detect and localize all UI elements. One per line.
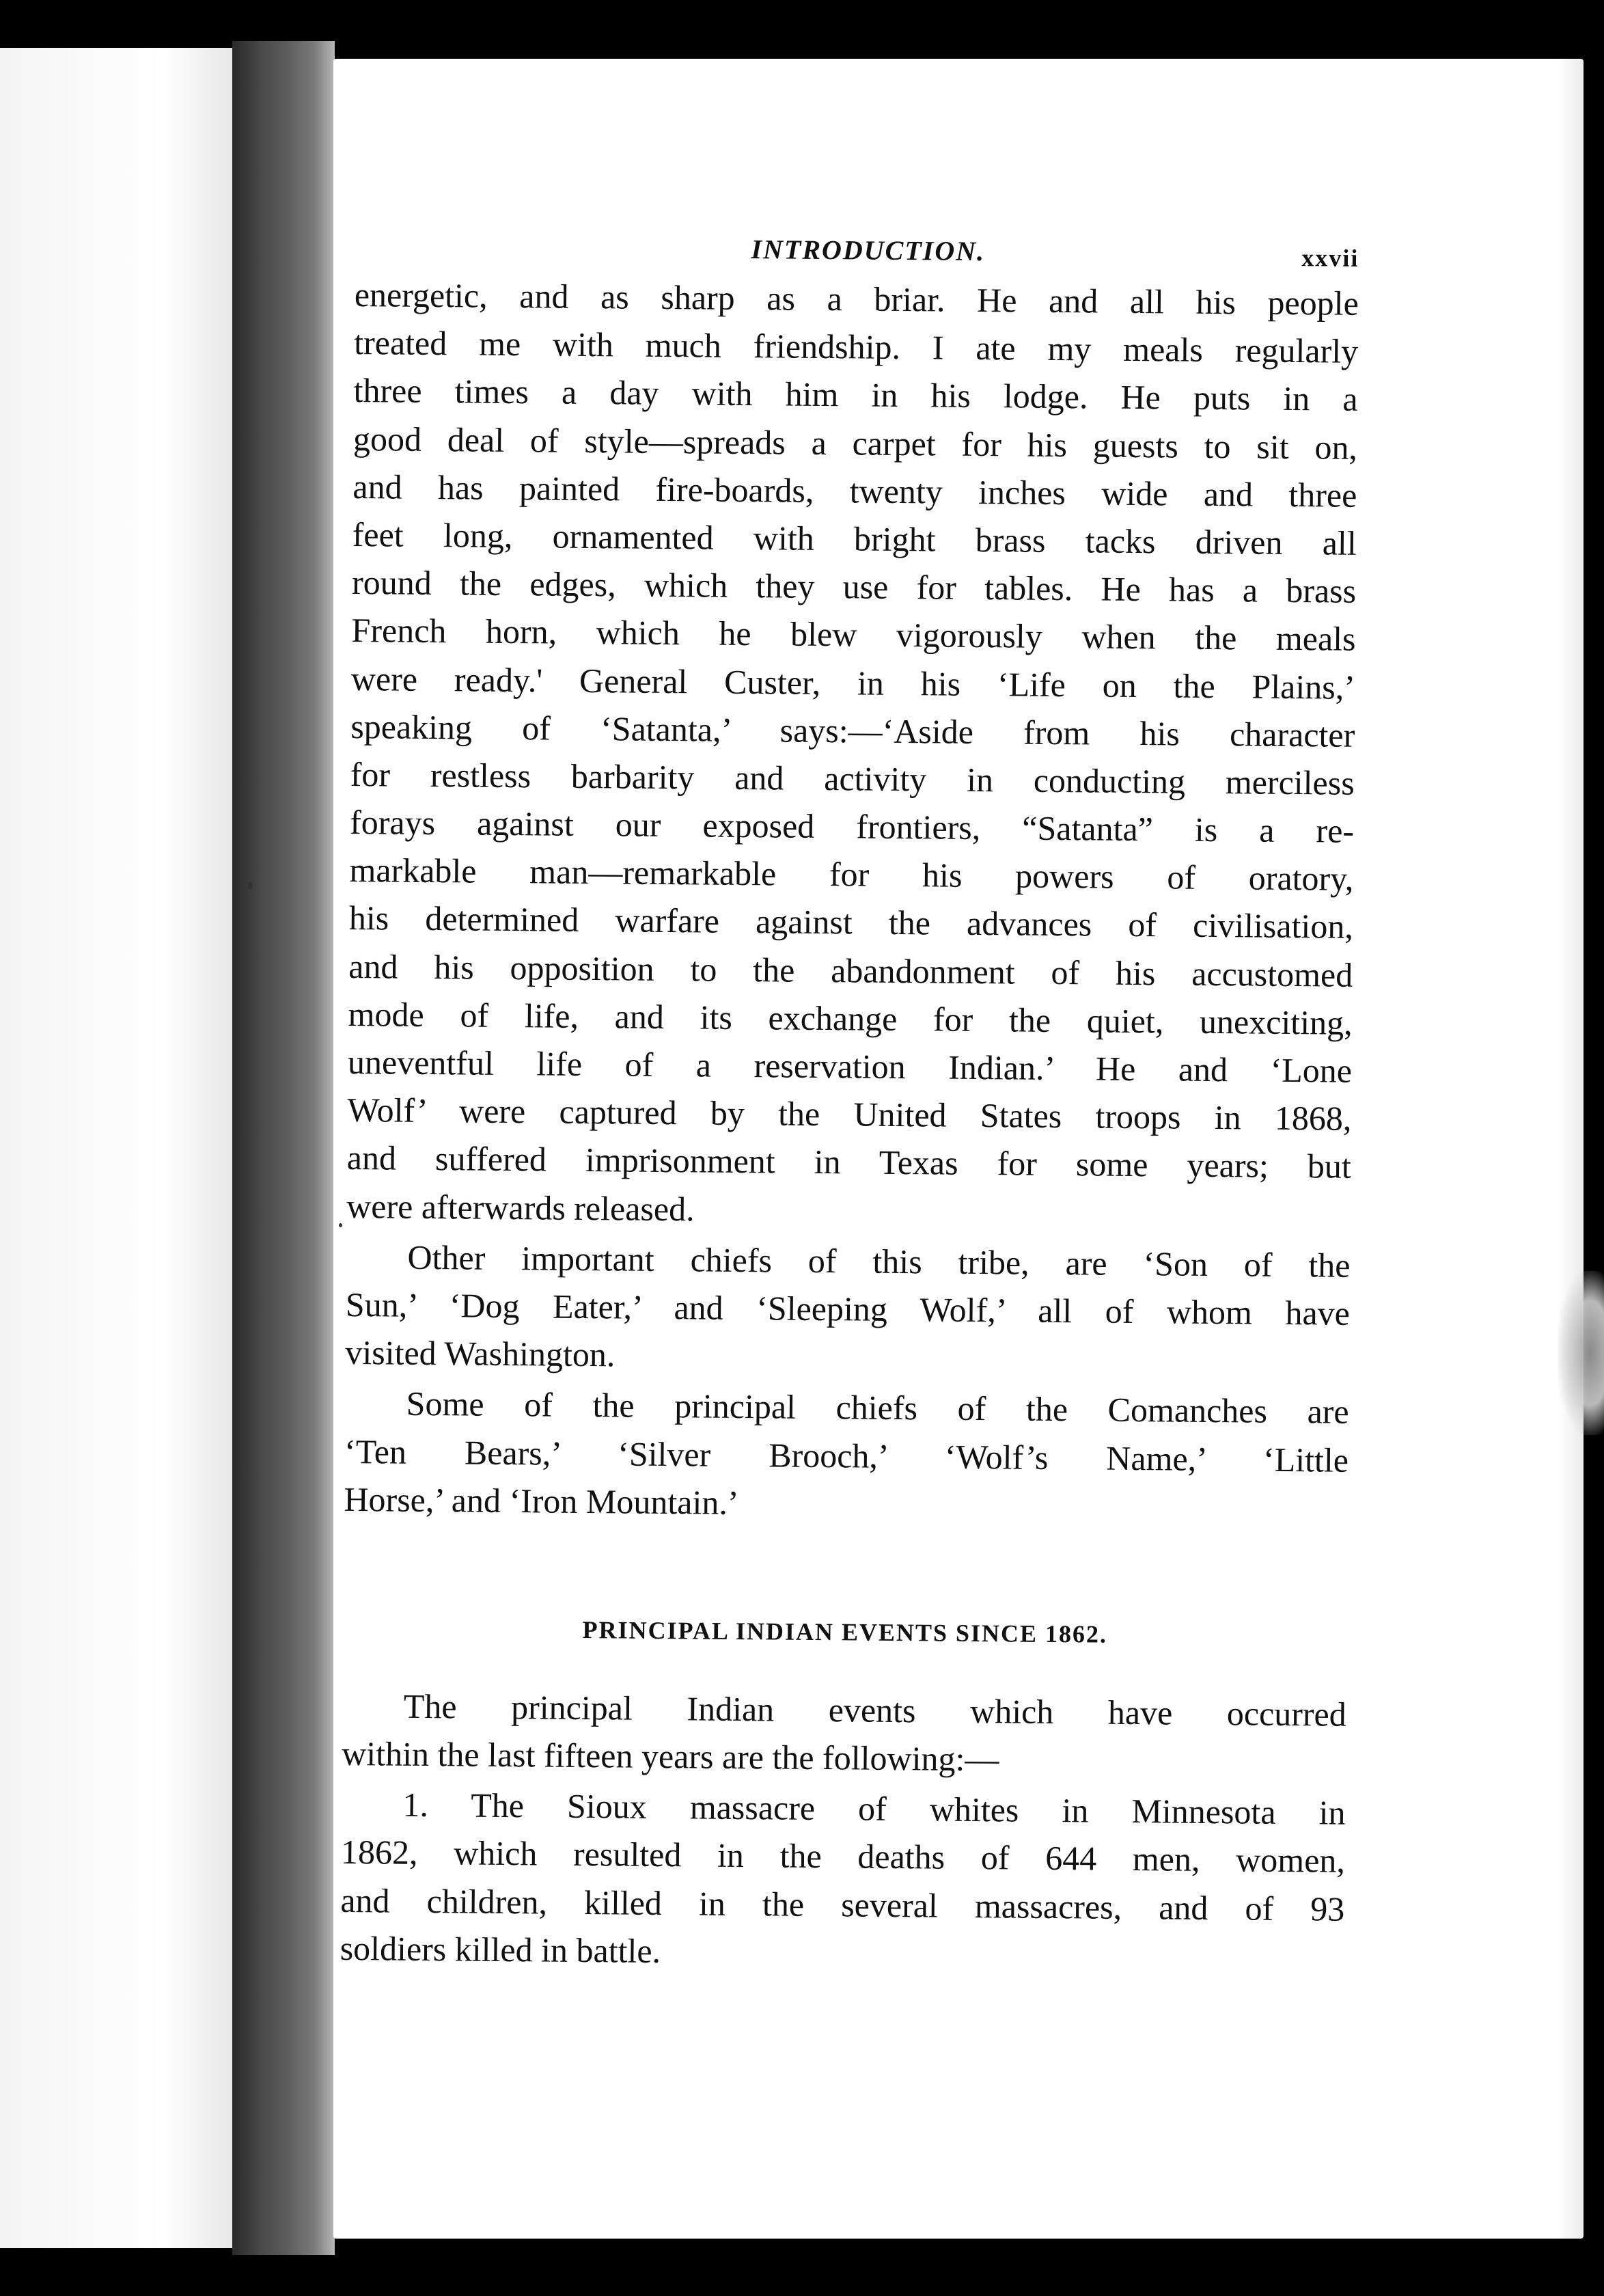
text-line: uneventful life of a reservation Indian.’ He and ‘Lone	[347, 1042, 1353, 1090]
text-line: were afterwards released.	[346, 1186, 695, 1228]
running-header	[355, 205, 1359, 279]
text-line: feet long, ornamented with bright brass tacks driven all	[352, 515, 1357, 562]
paragraph	[344, 1379, 1349, 1531]
text-line: for restless barbarity and activity in conducting merciless	[350, 754, 1355, 802]
text-line: The principal Indian events which have occurred	[403, 1686, 1347, 1734]
text-line: speaking of ‘Satanta,’ says:—‘Aside from his character	[350, 707, 1355, 754]
text-line: within the last fifteen years are the following:—	[341, 1734, 999, 1779]
page-number: xxvii	[1301, 244, 1359, 272]
text-line: and has painted fire-boards, twenty inches wide and three	[352, 467, 1357, 515]
text-line: Horse,’ and ‘Iron Mountain.’	[344, 1479, 739, 1522]
body-text-bottom	[340, 1682, 1346, 1981]
text-line: his determined warfare against the advances of civilisation,	[348, 899, 1354, 946]
text-line: 1. The Sioux massacre of whites in Minnesota in	[402, 1785, 1346, 1832]
text-line: were ready.' General Custer, in his ‘Life on the Plains,’	[350, 659, 1356, 707]
text-line: and his opposition to the abandonment of his accustomed	[348, 946, 1353, 994]
text-line: energetic, and as sharp as a briar. He and all his people	[354, 275, 1359, 323]
text-line: and children, killed in the several massacres, and of 93	[340, 1881, 1345, 1928]
text-line: mode of life, and its exchange for the quiet, unexciting,	[348, 994, 1353, 1042]
text-line: three times a day with him in his lodge. He puts in a	[353, 371, 1358, 419]
text-line: ‘Ten Bears,’ ‘Silver Brooch,’ ‘Wolf’s Name,’ ‘Little	[344, 1432, 1349, 1479]
stray-ink-dot	[339, 1223, 342, 1227]
stray-ink-dot	[247, 882, 253, 890]
text-line: soldiers killed in battle.	[340, 1928, 661, 1970]
text-line: Other important chiefs of this tribe, are ‘Son of the	[407, 1238, 1351, 1285]
text-line: and suffered imprisonment in Texas for some years; but	[346, 1138, 1352, 1186]
text-line: good deal of style—spreads a carpet for his guests to sit on,	[352, 419, 1358, 467]
text-line: 1862, which resulted in the deaths of 644 men, women,	[340, 1833, 1346, 1881]
book-gutter-shadow	[232, 41, 335, 2255]
paragraph	[346, 271, 1359, 1239]
paragraph	[340, 1780, 1345, 1981]
text-line: forays against our exposed frontiers, “Satanta” is a re-	[349, 803, 1355, 850]
text-line: visited Washington.	[345, 1333, 616, 1374]
page-edge-shadow	[1556, 59, 1584, 2239]
text-line: Wolf’ were captured by the United States troops in 1868,	[347, 1091, 1352, 1138]
paragraph	[342, 1682, 1346, 1786]
text-line: Sun,’ ‘Dog Eater,’ and ‘Sleeping Wolf,’ all of whom have	[345, 1285, 1351, 1332]
page-text-block	[340, 205, 1359, 1981]
text-line: round the edges, which they use for tables. He has a brass	[351, 563, 1357, 610]
facing-page-edge	[0, 48, 232, 2248]
text-line: Some of the principal chiefs of the Comanches are	[406, 1384, 1349, 1432]
paragraph	[345, 1233, 1351, 1385]
text-line: French horn, which he blew vigorously when the meals	[351, 611, 1356, 659]
text-line: treated me with much friendship. I ate my meals regularly	[354, 323, 1359, 371]
body-text-top	[344, 271, 1359, 1532]
text-line: markable man—remarkable for his powers of oratory,	[349, 851, 1354, 899]
running-head-title: INTRODUCTION.	[751, 234, 986, 267]
section-heading: PRINCIPAL INDIAN EVENTS SINCE 1862.	[582, 1615, 1108, 1648]
page-edge-stain	[1558, 1271, 1604, 1435]
